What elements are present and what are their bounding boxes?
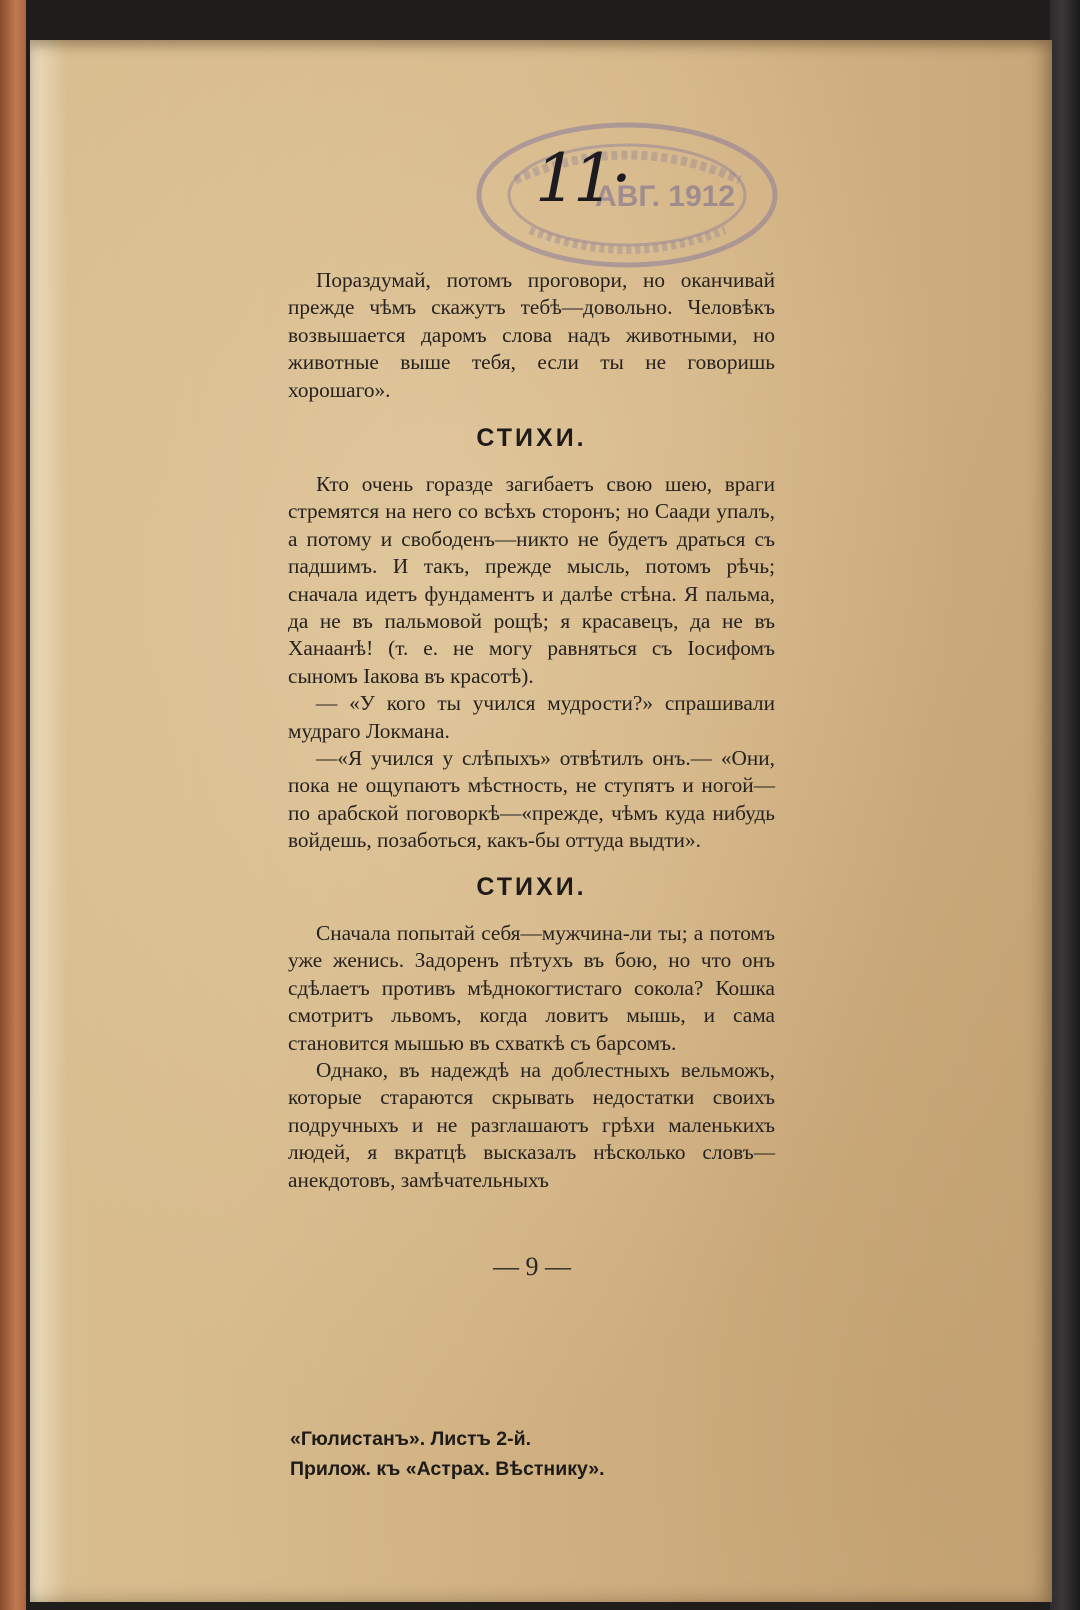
book-cover-right (1050, 0, 1080, 1610)
footer-line: Прилож. къ «Астрах. Вѣстнику». (290, 1458, 605, 1480)
footer-imprint (290, 1424, 605, 1484)
page-number: — 9 — (493, 1252, 571, 1281)
text-block-1 (288, 267, 775, 404)
stamp-date: АВГ. 1912 (595, 180, 735, 213)
paragraph: Пораздумай, потомъ проговори, но оканчивай прежде чѣмъ скажутъ тебѣ—довольно. Человѣкъ возвышается даромъ слова надъ животными, но животные выше тебя, если ты не говоришь хорошаго». (288, 268, 775, 402)
handwritten-number: 11· (535, 140, 628, 217)
book-spine-left (0, 0, 26, 1610)
footer-line: «Гюлистанъ». Листъ 2-й. (290, 1428, 532, 1450)
paragraph: —«Я учился у слѣпыхъ» отвѣтилъ онъ.— «Они, пока не ощупаютъ мѣстность, не ступятъ и ногой—по арабской поговоркѣ—«прежде, чѣмъ куда нибудь войдешь, позаботься, какъ-бы оттуда выдти». (288, 746, 775, 853)
section-heading: СТИХИ. (476, 873, 587, 901)
section-heading: СТИХИ. (476, 424, 587, 452)
book-page (30, 40, 1052, 1602)
paragraph: Кто очень горазде загибаетъ свою шею, враги стремятся на него со всѣхъ сторонъ; но Саади упалъ, а потому и свободенъ—никто не будетъ драться съ падшимъ. И такъ, прежде мысль, потомъ рѣчь; сначала идетъ фундаментъ и далѣе стѣна. Я пальма, да не въ пальмовой рощѣ; я красавецъ, да не въ Ханаанѣ! (т. е. не могу равняться съ Іосифомъ сыномъ Іакова въ красотѣ). (288, 472, 775, 688)
paragraph: Сначала попытай себя—мужчина-ли ты; а потомъ уже женись. Задоренъ пѣтухъ въ бою, но что онъ сдѣлаетъ противъ мѣднокогтистаго сокола? Кошка смотритъ львомъ, когда ловитъ мышь, и сама становится мышью въ схваткѣ съ барсомъ. (288, 921, 775, 1055)
paragraph: Однако, въ надеждѣ на доблестныхъ вельможъ, которые стараются скрывать недостатки своихъ подручныхъ и не разглашаютъ грѣхи маленькихъ людей, я вкратцѣ высказалъ нѣсколько словъ—анекдотовъ, замѣчательныхъ (288, 1058, 775, 1192)
text-block-3 (288, 920, 775, 1194)
text-block-2 (288, 471, 775, 855)
paragraph: — «У кого ты учился мудрости?» спрашивали мудраго Локмана. (288, 691, 775, 743)
